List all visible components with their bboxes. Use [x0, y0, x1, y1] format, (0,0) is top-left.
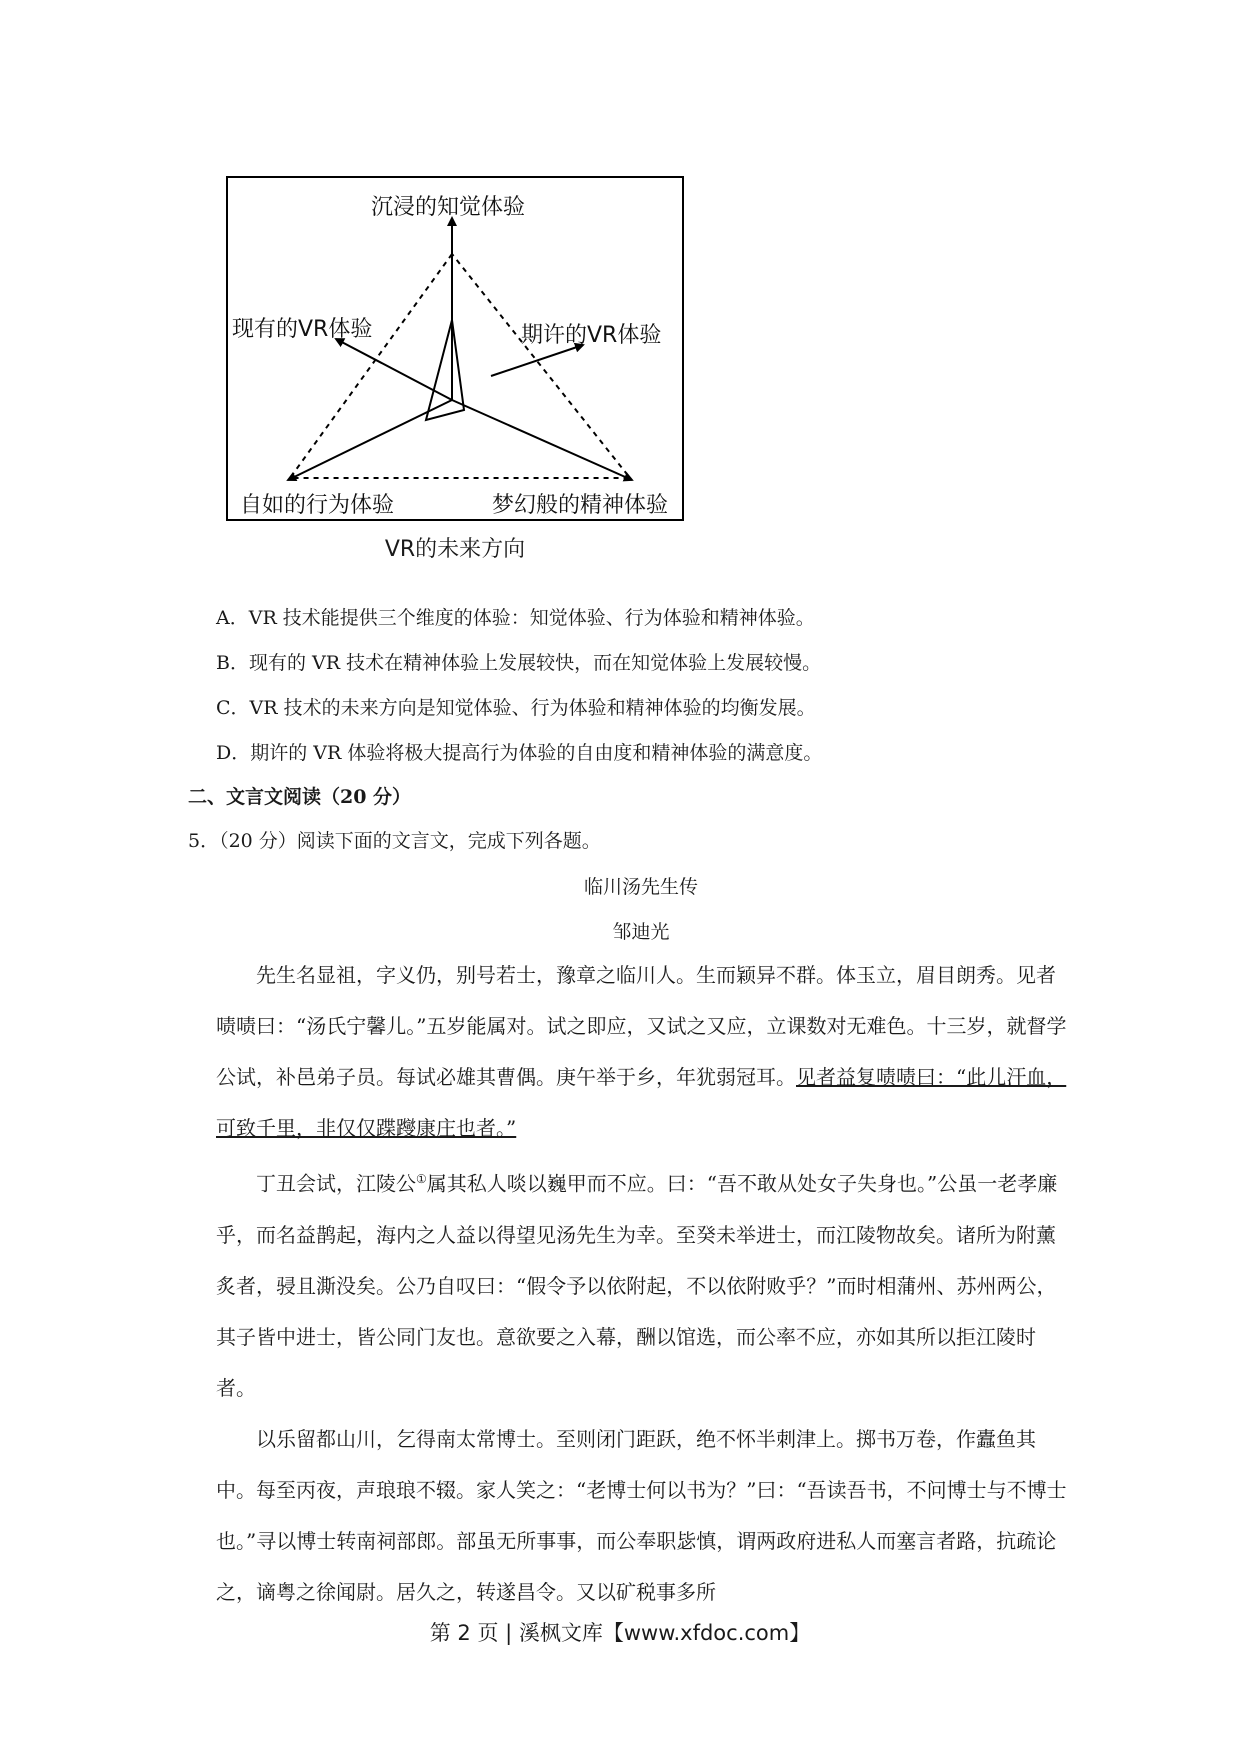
- section-title: 二、文言文阅读（20 分）: [188, 786, 412, 808]
- option-b: B．现有的 VR 技术在精神体验上发展较快，而在知觉体验上发展较慢。: [216, 652, 822, 674]
- paragraph-1-text: 先生名显祖，字义仍，别号若士，豫章之临川人。生而颖异不群。体玉立，眉目朗秀。见者啧啧曰：“汤氏宁馨儿。”五岁能属对。试之即应，又试之又应，立课数对无难色。十三岁，就督学公试，补邑弟子员。每试必雄其曹偶。庚午举于乡，年犹弱冠耳。: [216, 963, 1067, 1089]
- figure-caption: VR的未来方向: [384, 537, 526, 562]
- passage-body: [216, 950, 1070, 1618]
- label-spirit: 梦幻般的精神体验: [492, 493, 669, 518]
- underlined-sentence: 见者益复啧啧曰：“此儿汗血，可致千里，非仅仅蹀躞康庄也者。”: [216, 1065, 1067, 1140]
- current-triangle: [426, 320, 464, 420]
- page-footer: 第 2 页 | 溪枫文库【www.xfdoc.com】: [429, 1621, 811, 1645]
- passage-title: 临川汤先生传: [583, 876, 698, 898]
- paragraph-2-start: 丁丑会试，江陵公: [256, 1171, 416, 1196]
- paragraph-2: [216, 1154, 1070, 1414]
- option-d: D．期许的 VR 体验将极大提高行为体验的自由度和精神体验的满意度。: [216, 742, 823, 764]
- paragraph-2-rest: 属其私人啖以巍甲而不应。曰：“吾不敢从处女子失身也。”公虽一老孝廉乎，而名益鹊起，海内之人益以得望见汤先生为幸。至癸未举进士，而江陵物故矣。诸所为附薰炙者，骎且澌没矣。公乃自叹曰：“假令予以依附起，不以依附败乎？”而时相蒲州、苏州两公，其子皆中进士，皆公同门友也。意欲要之入幕，酬以馆选，而公率不应，亦如其所以拒江陵时者。: [216, 1171, 1058, 1400]
- expected-triangle: [290, 254, 630, 478]
- footnote-marker: ①: [416, 1172, 427, 1186]
- vr-diagram: [226, 176, 684, 521]
- paragraph-1: [216, 950, 1070, 1154]
- label-perception: 沉浸的知觉体验: [371, 195, 526, 220]
- option-c: C．VR 技术的未来方向是知觉体验、行为体验和精神体验的均衡发展。: [216, 697, 816, 719]
- label-current-vr: 现有的VR体验: [232, 317, 373, 342]
- axis-right: [491, 345, 583, 376]
- question-5: 5．（20 分）阅读下面的文言文，完成下列各题。: [188, 830, 601, 852]
- paragraph-3: 以乐留都山川，乞得南太常博士。至则闭门距跃，绝不怀半刺津上。掷书万卷，作蠹鱼其中。每至丙夜，声琅琅不辍。家人笑之：“老博士何以书为？”曰：“吾读吾书，不问博士与不博士也。”寻以博士转南祠部郎。部虽无所事事，而公奉职毖慎，谓两政府进私人而塞言者路，抗疏论之，谪粤之徐闻尉。居久之，转遂昌令。又以矿税事多所: [216, 1426, 1067, 1604]
- label-expected-vr: 期许的VR体验: [521, 323, 662, 348]
- axis-bottom-right: [452, 400, 632, 480]
- label-behavior: 自如的行为体验: [240, 493, 395, 518]
- option-a: A．VR 技术能提供三个维度的体验：知觉体验、行为体验和精神体验。: [216, 607, 815, 629]
- passage-author: 邹迪光: [612, 921, 670, 943]
